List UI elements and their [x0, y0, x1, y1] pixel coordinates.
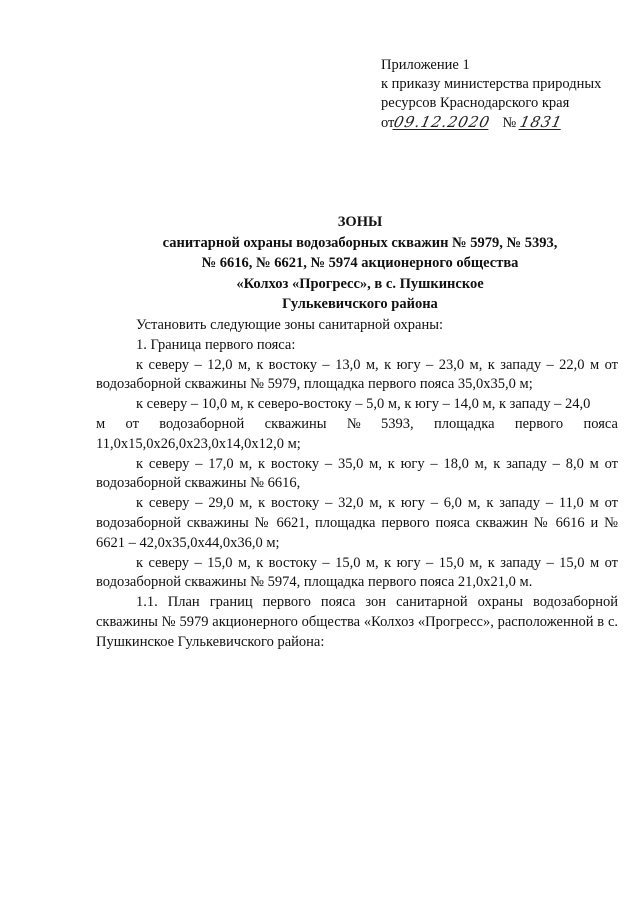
title-line-1: ЗОНЫ — [337, 214, 383, 230]
well-5393-word: первого — [514, 415, 564, 432]
well-5393-line-1: к северу – 10,0 м, к северо-востоку – 5,0 м, к югу – 14,0 м, к западу – 24,0 — [136, 396, 591, 413]
title-line-2: санитарной охраны водозаборных скважин № 5979, № 5393, — [162, 234, 558, 251]
annex-ministry: ресурсов Краснодарского края — [381, 95, 570, 111]
well-5393-word: площадка — [434, 415, 495, 432]
well-5393-word: № — [346, 415, 361, 432]
well-5979-paragraph: к северу – 12,0 м, к востоку – 13,0 м, к югу – 23,0 м, к западу – 22,0 м от водозаборной скважины № 5979, площадка первого пояса 35,0х35,0 м; — [96, 356, 618, 393]
well-5393-word: 5393, — [381, 415, 414, 432]
well-6616-paragraph: к северу – 17,0 м, к востоку – 35,0 м, к югу – 18,0 м, к западу – 8,0 м от водозаборной скважины № 6616, — [96, 455, 618, 492]
annex-title: Приложение 1 — [381, 57, 470, 73]
plan-paragraph: 1.1. План границ первого пояса зон санитарной охраны водозаборной скважины № 5979 акционерного общества «Колхоз «Прогресс», расположенной в с. Пушкинское Гулькевичского района: — [96, 594, 618, 650]
well-5393-word: скважины — [264, 415, 327, 432]
well-5393-line-2 — [96, 415, 618, 435]
handwritten-number: 1831 — [518, 113, 565, 131]
document-title — [120, 212, 600, 315]
well-5974-paragraph: к северу – 15,0 м, к востоку – 15,0 м, к югу – 15,0 м, к западу – 15,0 м от водозаборной скважины № 5974, площадка первого пояса 21,0х21,0 м. — [96, 554, 618, 591]
well-5393-line-3: 11,0х15,0х26,0х23,0х14,0х12,0 м; — [96, 435, 301, 452]
document-body — [96, 316, 618, 653]
well-5393-word: м — [96, 415, 106, 432]
annex-date-line — [381, 113, 631, 133]
handwritten-date: 09.12.2020 — [392, 113, 493, 131]
well-5393-word: от — [125, 415, 139, 432]
well-5393-word: пояса — [583, 415, 618, 432]
annex-block — [381, 56, 631, 133]
intro-paragraph: Установить следующие зоны санитарной охраны: — [136, 317, 443, 333]
annex-order-ref: к приказу министерства природных — [381, 76, 602, 92]
well-5393-word: водозаборной — [159, 415, 245, 432]
well-5393-paragraph — [96, 395, 618, 454]
first-zone-heading: 1. Граница первого пояса: — [136, 336, 296, 353]
well-6621-paragraph: к северу – 29,0 м, к востоку – 32,0 м, к югу – 6,0 м, к западу – 11,0 м от водозаборной скважины № 6621, площадка первого пояса скважин № 6616 и № 6621 – 42,0х35,0х44,0х36,0 м; — [96, 495, 618, 551]
title-line-4: «Колхоз «Прогресс», в с. Пушкинское — [236, 275, 484, 292]
title-line-3: № 6616, № 6621, № 5974 акционерного общества — [201, 255, 519, 271]
annex-number-label: № — [502, 115, 517, 131]
annex-from-label: от — [381, 115, 395, 131]
title-line-5: Гулькевичского района — [282, 296, 438, 312]
